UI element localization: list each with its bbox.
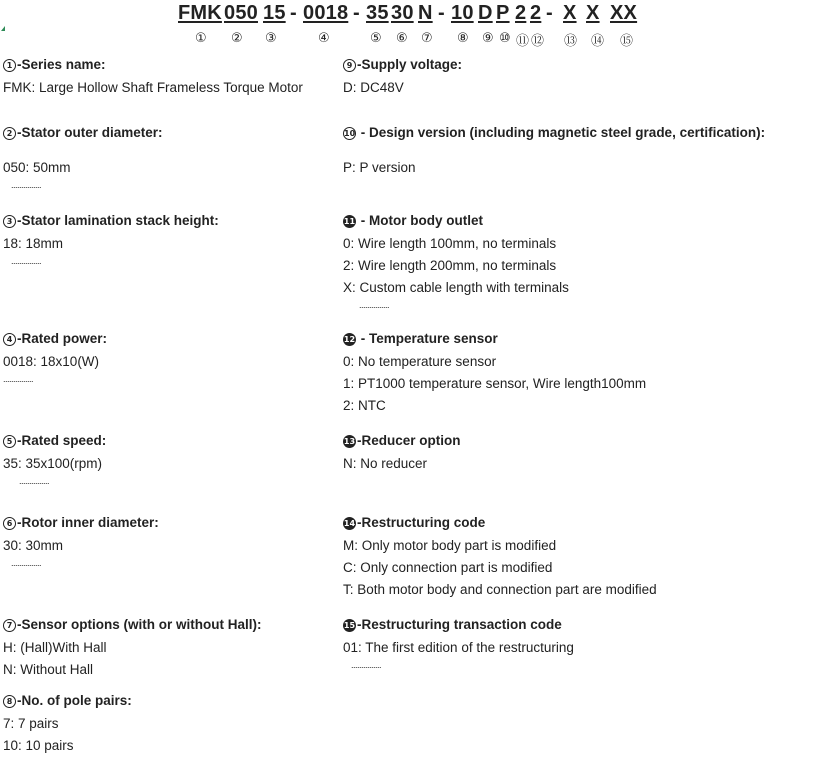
section-restructuring-transaction-code bbox=[343, 615, 574, 675]
code-marker: ⑦ bbox=[421, 30, 433, 45]
code-part: 050 bbox=[224, 2, 258, 24]
section-temperature-sensor bbox=[343, 329, 646, 417]
option-item: 7: 7 pairs bbox=[3, 716, 59, 731]
option-item: 2: Wire length 200mm, no terminals bbox=[343, 258, 557, 273]
option-item: N: Without Hall bbox=[3, 662, 94, 677]
option-item: 050: 50mm bbox=[3, 160, 71, 175]
section-number-badge: 3 bbox=[3, 215, 16, 228]
section-heading: 9 -Supply voltage: bbox=[343, 55, 462, 77]
option-item: 10: 10 pairs bbox=[3, 738, 74, 753]
section-heading: 13 -Reducer option bbox=[343, 433, 461, 448]
section-number-badge: 11 bbox=[343, 217, 356, 226]
section-restructuring-code bbox=[343, 513, 657, 601]
section-number-badge: 2 bbox=[3, 127, 16, 140]
code-marker: ⑤ bbox=[370, 30, 382, 45]
more-dots: ............... bbox=[11, 558, 42, 568]
section-number-badge: 6 bbox=[3, 517, 16, 530]
section-heading: 8 -No. of pole pairs: bbox=[3, 691, 132, 713]
code-marker: ⑬ bbox=[564, 33, 578, 48]
code-part: X bbox=[563, 2, 577, 24]
option-item: 2: NTC bbox=[343, 398, 386, 413]
code-part: 0018 bbox=[303, 2, 349, 24]
section-sensor-options bbox=[3, 615, 261, 681]
code-marker: ③ bbox=[265, 30, 277, 45]
code-part: 35 bbox=[366, 2, 389, 24]
code-part: - bbox=[353, 2, 360, 24]
option-item: 0: Wire length 100mm, no terminals bbox=[343, 236, 557, 251]
model-code bbox=[0, 2, 813, 28]
section-heading: 2 -Stator outer diameter: bbox=[3, 123, 163, 145]
section-rated-speed bbox=[3, 431, 106, 491]
section-number-badge: 14 bbox=[343, 519, 356, 528]
more-dots: ............... bbox=[351, 660, 382, 670]
section-number-badge: 5 bbox=[3, 435, 16, 448]
code-part: - bbox=[290, 2, 297, 24]
option-item: N: No reducer bbox=[343, 456, 428, 471]
code-part: 2 bbox=[530, 2, 542, 24]
code-marker: ② bbox=[231, 30, 243, 45]
option-item: X: Custom cable length with terminals bbox=[343, 280, 569, 295]
section-number-badge: 13 bbox=[343, 437, 356, 446]
code-marker: ⑧ bbox=[457, 30, 469, 45]
code-markers bbox=[0, 30, 813, 48]
code-marker: ⑮ bbox=[620, 33, 634, 48]
section-reducer-option bbox=[343, 431, 461, 475]
more-dots: ............... bbox=[3, 374, 34, 384]
option-item: T: Both motor body and connection part are modified bbox=[343, 582, 657, 597]
option-item: 35: 35x100(rpm) bbox=[3, 456, 103, 471]
section-heading: 3 -Stator lamination stack height: bbox=[3, 211, 219, 233]
more-dots: ............... bbox=[359, 300, 390, 310]
section-heading: 7 -Sensor options (with or without Hall): bbox=[3, 615, 261, 637]
section-rotor-inner-diameter bbox=[3, 513, 159, 573]
section-number-badge: 8 bbox=[3, 695, 16, 708]
option-item: 0018: 18x10(W) bbox=[3, 354, 100, 369]
section-heading: 12 - Temperature sensor bbox=[343, 331, 498, 346]
option-item: M: Only motor body part is modified bbox=[343, 538, 557, 553]
option-item: H: (Hall)With Hall bbox=[3, 640, 107, 655]
section-number-badge: 1 bbox=[3, 59, 16, 72]
option-item: 1: PT1000 temperature sensor, Wire length100mm bbox=[343, 376, 647, 391]
more-dots: ............... bbox=[19, 476, 50, 486]
option-item: 0: No temperature sensor bbox=[343, 354, 497, 369]
code-part: 10 bbox=[451, 2, 474, 24]
section-heading: 15 -Restructuring transaction code bbox=[343, 617, 562, 632]
section-stator-outer-diameter bbox=[3, 123, 163, 195]
code-part: 15 bbox=[263, 2, 286, 24]
code-part: D bbox=[478, 2, 493, 24]
code-part: 2 bbox=[515, 2, 527, 24]
section-number-badge: 7 bbox=[3, 619, 16, 632]
section-heading: 5 -Rated speed: bbox=[3, 431, 106, 453]
option-item: FMK: Large Hollow Shaft Frameless Torque Motor bbox=[3, 80, 303, 95]
section-heading: 1 -Series name: bbox=[3, 55, 303, 77]
code-part: 30 bbox=[391, 2, 414, 24]
section-number-badge: 9 bbox=[343, 59, 356, 72]
code-marker: ⑪ bbox=[516, 33, 530, 48]
more-dots: ............... bbox=[11, 180, 42, 190]
option-item: C: Only connection part is modified bbox=[343, 560, 553, 575]
code-marker: ⑩ bbox=[499, 30, 511, 45]
code-part: N bbox=[418, 2, 433, 24]
section-rated-power bbox=[3, 329, 107, 389]
section-heading: 14 -Restructuring code bbox=[343, 515, 486, 530]
section-number-badge: 4 bbox=[3, 333, 16, 346]
section-pole-pairs bbox=[3, 691, 132, 757]
section-heading: 11 - Motor body outlet bbox=[343, 213, 483, 228]
code-marker: ① bbox=[195, 30, 207, 45]
code-marker: ⑭ bbox=[591, 33, 605, 48]
section-number-badge: 10 bbox=[344, 129, 356, 138]
section-design-version bbox=[343, 123, 765, 179]
code-marker: ⑫ bbox=[531, 33, 545, 48]
code-part: P bbox=[496, 2, 510, 24]
code-part: X bbox=[586, 2, 600, 24]
option-item: 01: The first edition of the restructuring bbox=[343, 640, 574, 655]
code-part: - bbox=[546, 2, 553, 24]
section-supply-voltage bbox=[343, 55, 462, 99]
code-part: FMK bbox=[178, 2, 222, 24]
option-item: 30: 30mm bbox=[3, 538, 64, 553]
section-number-badge: 15 bbox=[343, 621, 356, 630]
code-marker: ⑨ bbox=[482, 30, 494, 45]
code-part: - bbox=[438, 2, 445, 24]
option-item: 18: 18mm bbox=[3, 236, 64, 251]
section-heading: 10 - Design version (including magnetic steel grade, certification): bbox=[344, 125, 766, 140]
option-item: D: DC48V bbox=[343, 80, 404, 95]
code-marker: ⑥ bbox=[396, 30, 408, 45]
section-number-badge: 12 bbox=[343, 335, 356, 344]
code-marker: ④ bbox=[318, 30, 330, 45]
option-item: P: P version bbox=[343, 160, 416, 175]
code-part: XX bbox=[610, 2, 638, 24]
section-heading: 6 -Rotor inner diameter: bbox=[3, 513, 159, 535]
section-motor-body-outlet bbox=[343, 211, 569, 315]
section-stator-stack-height bbox=[3, 211, 219, 271]
section-series-name bbox=[3, 55, 303, 99]
more-dots: ............... bbox=[11, 256, 42, 266]
section-heading: 4 -Rated power: bbox=[3, 329, 107, 351]
